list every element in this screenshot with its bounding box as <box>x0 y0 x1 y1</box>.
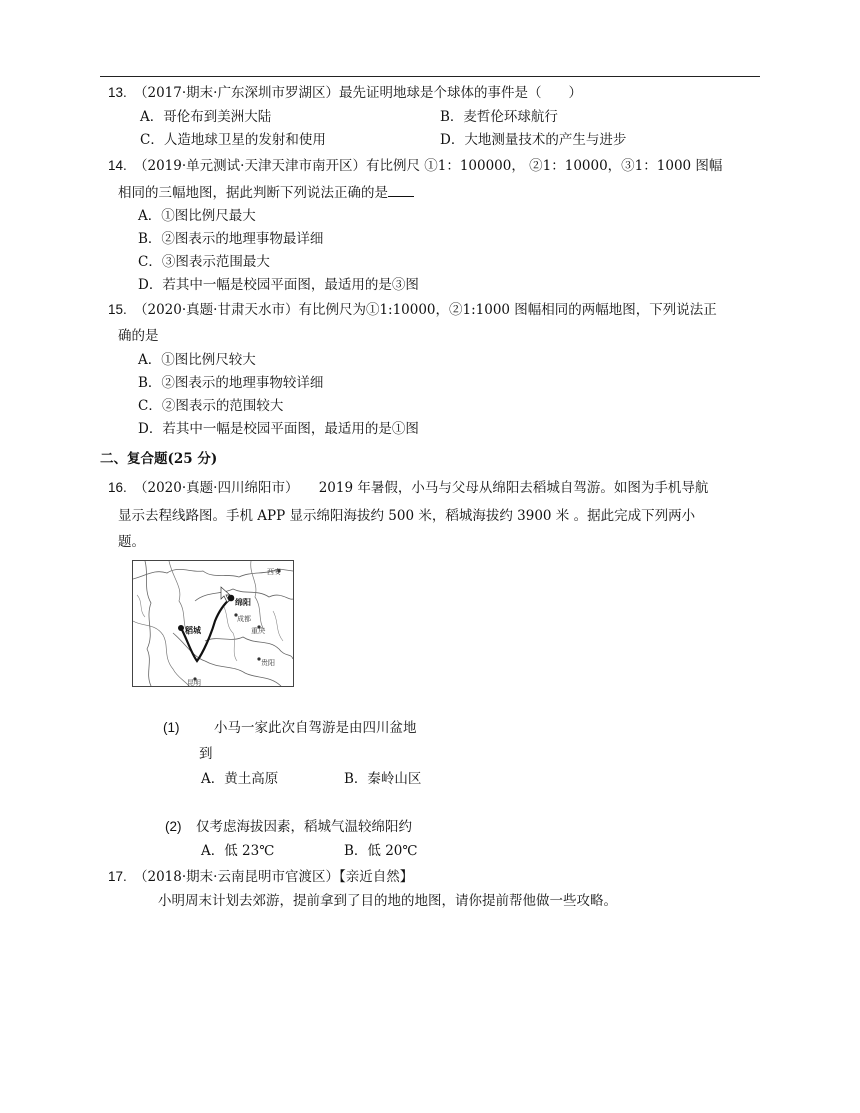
q16-sub2-option-a: A．低 23℃ <box>201 843 275 859</box>
q13-option-b: B．麦哲伦环球航行 <box>440 109 558 125</box>
q15-stem-line1: （2020·真题·甘肃天水市）有比例尺为①1:10000，②1:1000 图幅相同的两幅地图，下列说法正 <box>134 302 717 318</box>
q15-option-c: C．②图表示的范围较大 <box>138 398 284 414</box>
q15-option-a: A．①图比例尺较大 <box>138 352 256 368</box>
q13-option-a: A．哥伦布到美洲大陆 <box>140 109 272 125</box>
q16-stem-line2: 显示去程线路图。手机 APP 显示绵阳海拔约 500 米，稻城海拔约 3900 米 。据此完成下列两小 <box>118 508 696 524</box>
q14-number: 14. <box>108 158 127 173</box>
label-daocheng: 稻城 <box>185 626 201 635</box>
q16-sub2-number: (2) <box>165 819 182 834</box>
q14-option-b: B．②图表示的地理事物最详细 <box>138 231 324 247</box>
label-xian: 西安 <box>267 568 281 576</box>
q14-option-d: D．若其中一幅是校园平面图，最适用的是③图 <box>138 277 419 293</box>
label-chongqing: 重庆 <box>251 627 265 635</box>
cursor-icon <box>221 587 230 602</box>
q15-stem-line2: 确的是 <box>118 328 159 344</box>
q14-answer-blank <box>388 183 414 197</box>
daocheng-marker <box>178 625 184 631</box>
q16-sub1-text-line1: 小马一家此次自驾游是由四川盆地 <box>214 720 417 736</box>
q14-stem-line2: 相同的三幅地图，据此判断下列说法正确的是 <box>118 183 414 202</box>
q13-option-d: D．大地测量技术的产生与进步 <box>440 132 627 148</box>
route-map <box>132 560 294 687</box>
q13-stem: （2017·期末·广东深圳市罗湖区）最先证明地球是个球体的事件是（ ） <box>134 85 582 101</box>
q16-sub2-text: 仅考虑海拔因素，稻城气温较绵阳约 <box>196 819 412 835</box>
q15-option-b: B．②图表示的地理事物较详细 <box>138 375 324 391</box>
q17-stem: （2018·期末·云南昆明市官渡区）【亲近自然】 <box>134 869 414 885</box>
q17-body: 小明周末计划去郊游，提前拿到了目的地的地图，请你提前帮他做一些攻略。 <box>158 893 617 909</box>
q14-stem-line1: （2019·单元测试·天津天津市南开区）有比例尺 ①1：100000， ②1：10000，③1：1000 图幅 <box>134 158 723 174</box>
label-chengdu: 成都 <box>237 615 251 623</box>
q16-sub1-option-b: B．秦岭山区 <box>344 771 422 787</box>
label-guiyang: 贵阳 <box>261 659 275 667</box>
q13-option-c: C．人造地球卫星的发射和使用 <box>140 132 326 148</box>
q14-option-c: C．③图表示范围最大 <box>138 254 270 270</box>
route-map-graphic <box>133 561 293 686</box>
q15-number: 15. <box>108 302 127 317</box>
q17-number: 17. <box>108 869 127 884</box>
q16-sub2-option-b: B．低 20℃ <box>344 843 418 859</box>
label-kunming: 昆明 <box>187 679 201 686</box>
q13-number: 13. <box>108 85 127 100</box>
top-rule <box>100 76 760 77</box>
q16-stem-line1: （2020·真题·四川绵阳市） 2019 年暑假，小马与父母从绵阳去稻城自驾游。如图为手机导航 <box>134 480 709 496</box>
q16-sub1-number: (1) <box>163 720 180 735</box>
q16-sub1-text-line2: 到 <box>199 746 213 762</box>
q16-number: 16. <box>108 480 127 495</box>
q15-option-d: D．若其中一幅是校园平面图，最适用的是①图 <box>138 421 419 437</box>
q16-sub1-option-a: A．黄土高原 <box>201 771 279 787</box>
label-mianyang: 绵阳 <box>235 598 251 607</box>
q16-stem-line3: 题。 <box>118 534 145 550</box>
section-heading: 二、复合题(25 分) <box>100 451 218 467</box>
q14-option-a: A．①图比例尺最大 <box>138 208 256 224</box>
